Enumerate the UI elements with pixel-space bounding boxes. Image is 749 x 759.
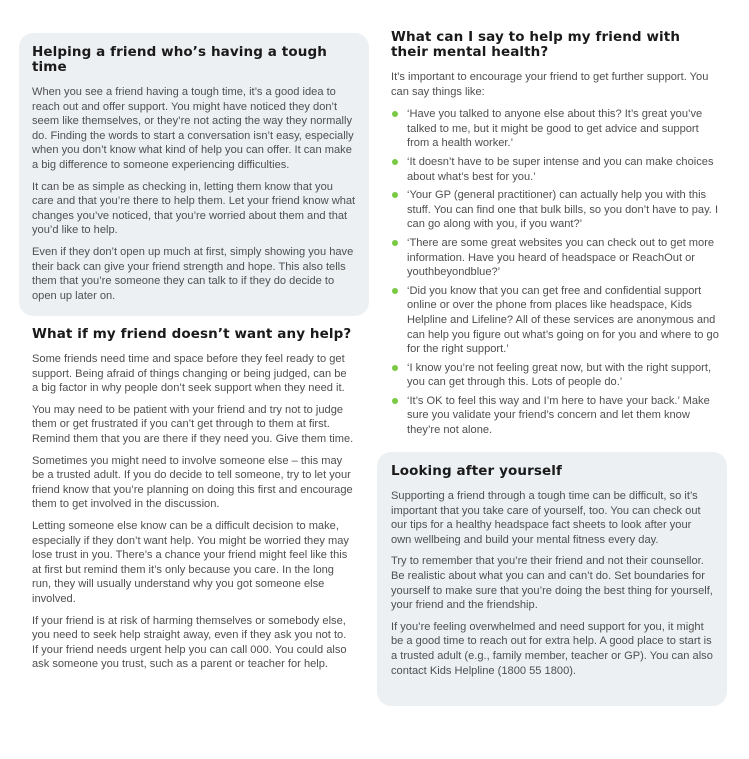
no-help-paragraph-2: You may need to be patient with your friend and try not to judge them or get frustrated if you can’t get through to them at first. Remind them that you are there if they need you. Give them time.: [32, 403, 354, 445]
no-help-heading: What if my friend doesn’t want any help?: [32, 326, 352, 342]
what-say-intro: It’s important to encourage your friend to get further support. You can say things like:: [391, 71, 709, 98]
bullet-icon: [392, 159, 398, 165]
list-item: ‘It’s OK to feel this way and I’m here to have your back.’ Make sure you validate your friend’s concern and let them know they’re not alone.: [391, 394, 721, 438]
bullet-icon: [392, 240, 398, 246]
helping-paragraph-3: Even if they don’t open up much at first, simply showing you have their back can give your friend strength and hope. This also tells them that you’re someone they can talk to if they do decide to open up later on.: [32, 245, 354, 302]
bullet-icon: [392, 111, 398, 117]
bullet-icon: [392, 288, 398, 294]
no-help-paragraph-4: Letting someone else know can be a difficult decision to make, especially if they don’t want help. You might be worried they may lose trust in you. There’s a chance your friend might feel like this at first but remind them it’s only because you care. In the long run, they will usually understand why you got someone else involved.: [32, 519, 349, 605]
bullet-icon: [392, 398, 398, 404]
looking-after-yourself-box: [377, 452, 727, 706]
list-item: ‘It doesn’t have to be super intense and you can make choices about what’s best for you.’: [391, 155, 721, 184]
helping-friend-box: [19, 33, 369, 316]
list-item: ‘Did you know that you can get free and confidential support online or over the phone from places like headspace, Kids Helpline and Lifeline? All of these services are anonymous and can help you figure out what’s going on for you and where to go for the right support.’: [391, 284, 721, 357]
helping-friend-heading: Helping a friend who’s having a tough time: [32, 44, 327, 75]
helping-paragraph-1: When you see a friend having a tough time, it’s a good idea to reach out and offer support. You might have noticed they don’t seem like themselves, or they’re not acting the way they normally do. Finding the words to start a conversation isn’t easy, especially when you don’t know what kind of help you can offer. It can make a big difference to someone experiencing difficulties.: [32, 86, 354, 171]
no-help-paragraph-1: Some friends need time and space before they feel ready to get support. Being afraid of things changing or being judged, can be a big factor in why people don’t seek support when they need it.: [32, 353, 347, 395]
bullet-icon: [392, 365, 398, 371]
list-item: ‘Have you talked to anyone else about this? It’s great you’ve talked to me, but it might be good to get advice and support from a health worker.’: [391, 107, 721, 151]
what-say-heading: What can I say to help my friend with their mental health?: [391, 29, 681, 60]
list-item: ‘I know you’re not feeling great now, but with the right support, you can get through this. Lots of people do.’: [391, 361, 721, 390]
list-item: ‘There are some great websites you can check out to get more information. Have you heard of headspace or ReachOut or youthbeyondblue?’: [391, 236, 721, 280]
bullet-icon: [392, 192, 398, 198]
yourself-paragraph-1: Supporting a friend through a tough time can be difficult, so it’s important that you take care of yourself, too. You can check out our tips for a healthy headspace fact sheets to look after your own wellbeing and build your mental fitness every day.: [391, 490, 701, 546]
yourself-paragraph-3: If you’re feeling overwhelmed and need support for you, it might be a good time to reach out for extra help. A good place to start is a trusted adult (e.g., family member, teacher or GP). You can also contact Kids Helpline (1800 55 1800).: [391, 620, 713, 677]
what-say-list: [391, 107, 721, 437]
no-help-paragraph-5: If your friend is at risk of harming themselves or somebody else, you need to seek help straight away, even if they ask you not to. If your friend needs urgent help you can call 000. You could also ask someone you trust, such as a parent or teacher for help.: [32, 614, 347, 671]
what-say-section: [391, 30, 721, 438]
yourself-paragraph-2: Try to remember that you’re their friend and not their counsellor. Be realistic about what you can and can’t do. Set boundaries for yourself to make sure that you’re doing the best thing for yourself, your friend and the friendship.: [391, 555, 713, 612]
helping-paragraph-2: It can be as simple as checking in, letting them know that you care and that you’re there to help them. Let your friend know what changes you’ve noticed, that you’re worried about them and that you’d like to help.: [32, 180, 356, 237]
looking-after-heading: Looking after yourself: [391, 463, 562, 479]
no-help-paragraph-3: Sometimes you might need to involve someone else – this may be a trusted adult. If you do decide to tell someone, try to let your friend know that you’re planning on doing this first and encourage them to get involved in the discussion.: [32, 454, 353, 511]
list-item: ‘Your GP (general practitioner) can actually help you with this stuff. You can find one that bulk bills, so you don’t have to pay. I can go along with you, if you want?’: [391, 188, 721, 232]
no-help-section: [32, 327, 354, 672]
